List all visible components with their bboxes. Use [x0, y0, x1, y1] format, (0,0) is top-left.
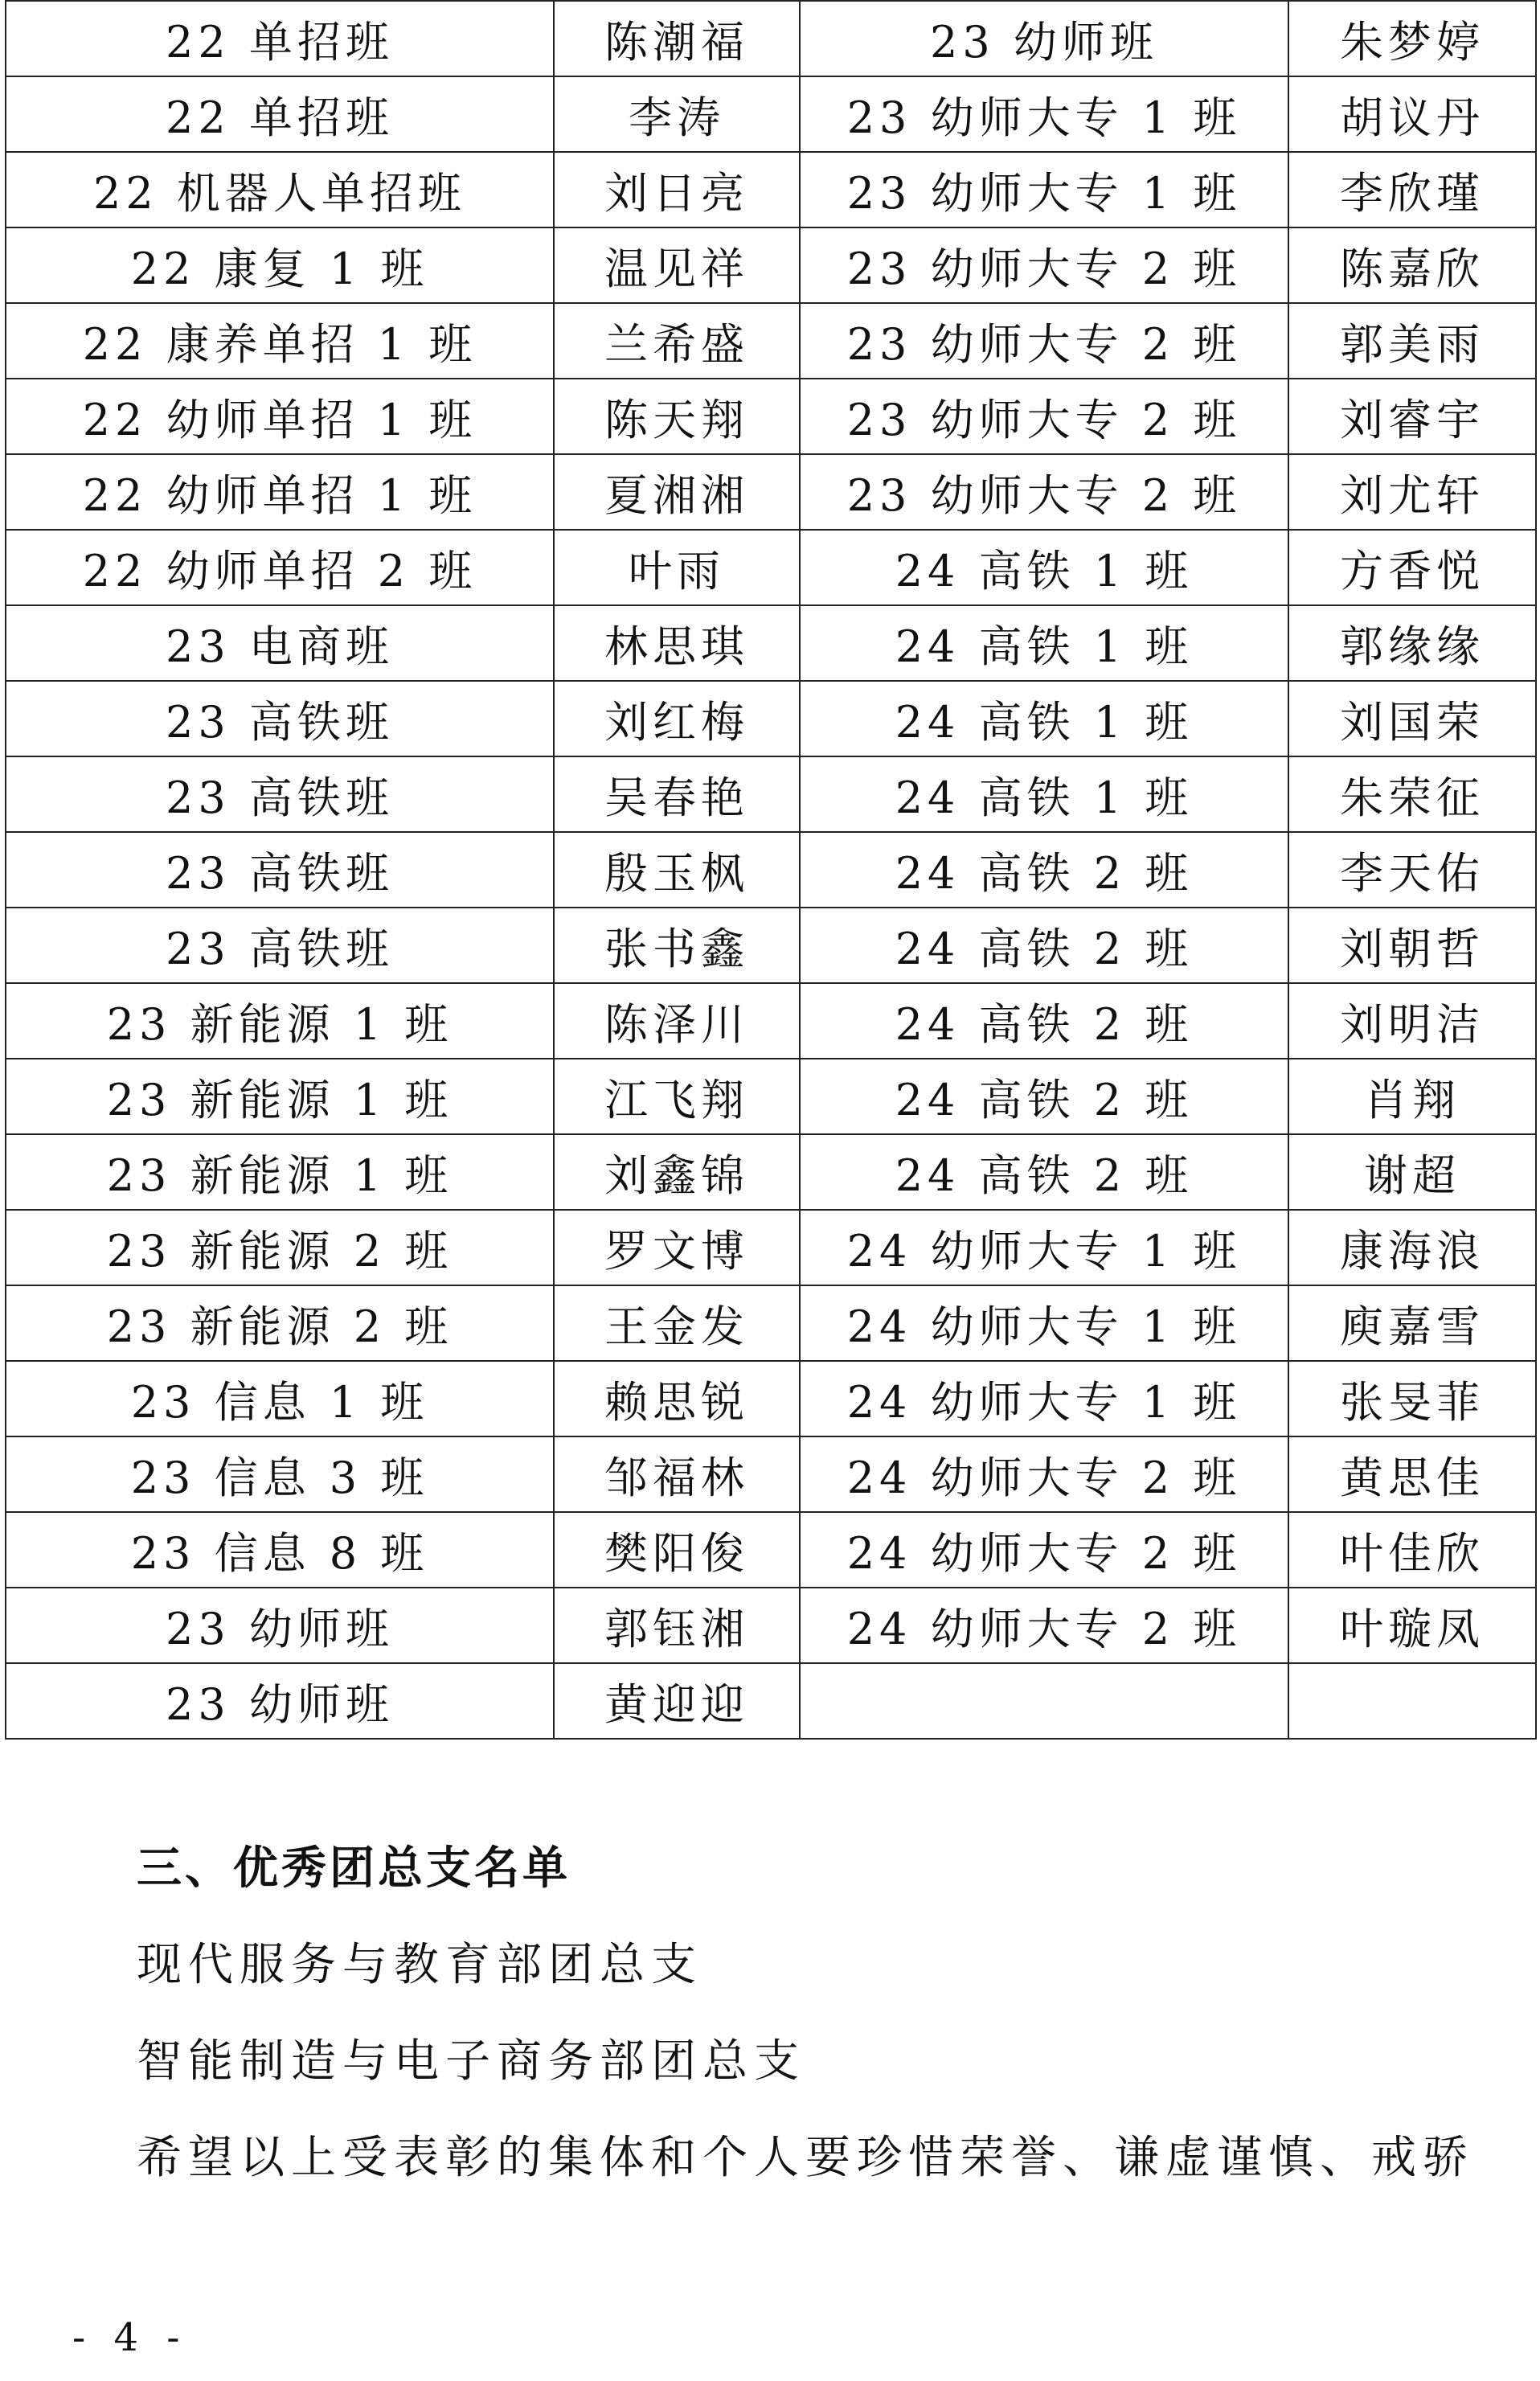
name-cell: 张书鑫 [554, 908, 800, 983]
table-row [6, 1134, 1536, 1210]
name-cell: 郭美雨 [1288, 303, 1536, 379]
name-cell: 朱梦婷 [1288, 1, 1536, 76]
class-cell: 24 高铁 1 班 [800, 605, 1288, 681]
name-cell: 郭缘缘 [1288, 605, 1536, 681]
name-cell: 朱荣征 [1288, 756, 1536, 832]
table-row [6, 908, 1536, 983]
table-row [6, 76, 1536, 152]
table-row [6, 454, 1536, 530]
class-cell: 22 机器人单招班 [6, 152, 554, 227]
table-row [6, 1436, 1536, 1512]
table-row [6, 1059, 1536, 1134]
table-row [6, 1588, 1536, 1663]
name-cell: 郭钰湘 [554, 1588, 800, 1663]
class-cell: 23 新能源 2 班 [6, 1285, 554, 1361]
class-cell: 24 幼师大专 2 班 [800, 1512, 1288, 1588]
class-cell: 24 幼师大专 2 班 [800, 1588, 1288, 1663]
name-cell: 刘睿宇 [1288, 379, 1536, 454]
class-cell: 23 新能源 1 班 [6, 983, 554, 1059]
class-cell: 22 幼师单招 2 班 [6, 530, 554, 605]
name-cell: 陈潮福 [554, 1, 800, 76]
roster-body [6, 1, 1536, 1739]
class-cell: 22 单招班 [6, 76, 554, 152]
class-cell: 24 高铁 2 班 [800, 1059, 1288, 1134]
name-cell [1288, 1663, 1536, 1739]
class-cell: 23 新能源 2 班 [6, 1210, 554, 1285]
class-cell: 24 高铁 2 班 [800, 832, 1288, 908]
table-row [6, 227, 1536, 303]
class-cell: 24 幼师大专 1 班 [800, 1210, 1288, 1285]
name-cell: 邹福林 [554, 1436, 800, 1512]
class-cell: 22 单招班 [6, 1, 554, 76]
class-cell: 23 幼师大专 2 班 [800, 227, 1288, 303]
name-cell: 黄思佳 [1288, 1436, 1536, 1512]
name-cell: 黄迎迎 [554, 1663, 800, 1739]
class-cell: 23 高铁班 [6, 832, 554, 908]
name-cell: 叶璇凤 [1288, 1588, 1536, 1663]
table-row [6, 605, 1536, 681]
class-cell: 23 幼师大专 2 班 [800, 303, 1288, 379]
table-row [6, 152, 1536, 227]
class-cell: 24 高铁 2 班 [800, 1134, 1288, 1210]
name-cell: 陈泽川 [554, 983, 800, 1059]
class-cell: 23 信息 1 班 [6, 1361, 554, 1436]
class-cell: 23 信息 8 班 [6, 1512, 554, 1588]
name-cell: 康海浪 [1288, 1210, 1536, 1285]
class-cell: 22 康复 1 班 [6, 227, 554, 303]
name-cell: 赖思锐 [554, 1361, 800, 1436]
name-cell: 肖翔 [1288, 1059, 1536, 1134]
name-cell: 方香悦 [1288, 530, 1536, 605]
class-cell: 22 康养单招 1 班 [6, 303, 554, 379]
class-cell: 23 高铁班 [6, 756, 554, 832]
table-row [6, 1663, 1536, 1739]
table-row [6, 379, 1536, 454]
name-cell: 李天佑 [1288, 832, 1536, 908]
table-row [6, 303, 1536, 379]
name-cell: 吴春艳 [554, 756, 800, 832]
class-cell: 23 新能源 1 班 [6, 1059, 554, 1134]
class-cell: 23 信息 3 班 [6, 1436, 554, 1512]
name-cell: 陈天翔 [554, 379, 800, 454]
name-cell: 庾嘉雪 [1288, 1285, 1536, 1361]
name-cell: 刘红梅 [554, 681, 800, 756]
name-cell: 江飞翔 [554, 1059, 800, 1134]
class-cell: 24 幼师大专 1 班 [800, 1285, 1288, 1361]
name-cell: 王金发 [554, 1285, 800, 1361]
class-cell: 24 幼师大专 1 班 [800, 1361, 1288, 1436]
class-cell [800, 1663, 1288, 1739]
branch-item: 智能制造与电子商务部团总支 [137, 2035, 805, 2088]
class-cell: 23 新能源 1 班 [6, 1134, 554, 1210]
closing-paragraph: 希望以上受表彰的集体和个人要珍惜荣誉、谦虚谨慎、戒骄 [137, 2132, 1474, 2184]
class-cell: 23 电商班 [6, 605, 554, 681]
table-row [6, 983, 1536, 1059]
name-cell: 叶佳欣 [1288, 1512, 1536, 1588]
name-cell: 林思琪 [554, 605, 800, 681]
class-cell: 23 高铁班 [6, 908, 554, 983]
class-cell: 24 高铁 2 班 [800, 983, 1288, 1059]
name-cell: 叶雨 [554, 530, 800, 605]
name-cell: 刘朝哲 [1288, 908, 1536, 983]
table-row [6, 1361, 1536, 1436]
name-cell: 兰希盛 [554, 303, 800, 379]
table-row [6, 832, 1536, 908]
class-cell: 24 高铁 2 班 [800, 908, 1288, 983]
table-row [6, 1, 1536, 76]
section-heading: 三、优秀团总支名单 [137, 1842, 571, 1895]
table-row [6, 1285, 1536, 1361]
name-cell: 陈嘉欣 [1288, 227, 1536, 303]
name-cell: 殷玉枫 [554, 832, 800, 908]
name-cell: 刘尤轩 [1288, 454, 1536, 530]
table-row [6, 1512, 1536, 1588]
class-cell: 23 幼师班 [6, 1663, 554, 1739]
name-cell: 刘鑫锦 [554, 1134, 800, 1210]
honor-roster-table [5, 0, 1537, 1740]
name-cell: 胡议丹 [1288, 76, 1536, 152]
name-cell: 温见祥 [554, 227, 800, 303]
name-cell: 刘国荣 [1288, 681, 1536, 756]
branch-item: 现代服务与教育部团总支 [137, 1939, 702, 1991]
class-cell: 23 幼师大专 2 班 [800, 454, 1288, 530]
class-cell: 24 高铁 1 班 [800, 681, 1288, 756]
class-cell: 22 幼师单招 1 班 [6, 379, 554, 454]
name-cell: 刘日亮 [554, 152, 800, 227]
class-cell: 23 高铁班 [6, 681, 554, 756]
class-cell: 23 幼师班 [800, 1, 1288, 76]
table-row [6, 756, 1536, 832]
table-row [6, 681, 1536, 756]
class-cell: 23 幼师大专 1 班 [800, 76, 1288, 152]
class-cell: 24 高铁 1 班 [800, 756, 1288, 832]
table-row [6, 530, 1536, 605]
class-cell: 24 幼师大专 2 班 [800, 1436, 1288, 1512]
name-cell: 李涛 [554, 76, 800, 152]
name-cell: 李欣瑾 [1288, 152, 1536, 227]
class-cell: 22 幼师单招 1 班 [6, 454, 554, 530]
name-cell: 谢超 [1288, 1134, 1536, 1210]
name-cell: 罗文博 [554, 1210, 800, 1285]
name-cell: 刘明洁 [1288, 983, 1536, 1059]
name-cell: 夏湘湘 [554, 454, 800, 530]
class-cell: 24 高铁 1 班 [800, 530, 1288, 605]
class-cell: 23 幼师大专 1 班 [800, 152, 1288, 227]
table-row [6, 1210, 1536, 1285]
class-cell: 23 幼师班 [6, 1588, 554, 1663]
name-cell: 张旻菲 [1288, 1361, 1536, 1436]
name-cell: 樊阳俊 [554, 1512, 800, 1588]
page-number: - 4 - [72, 2315, 188, 2360]
class-cell: 23 幼师大专 2 班 [800, 379, 1288, 454]
